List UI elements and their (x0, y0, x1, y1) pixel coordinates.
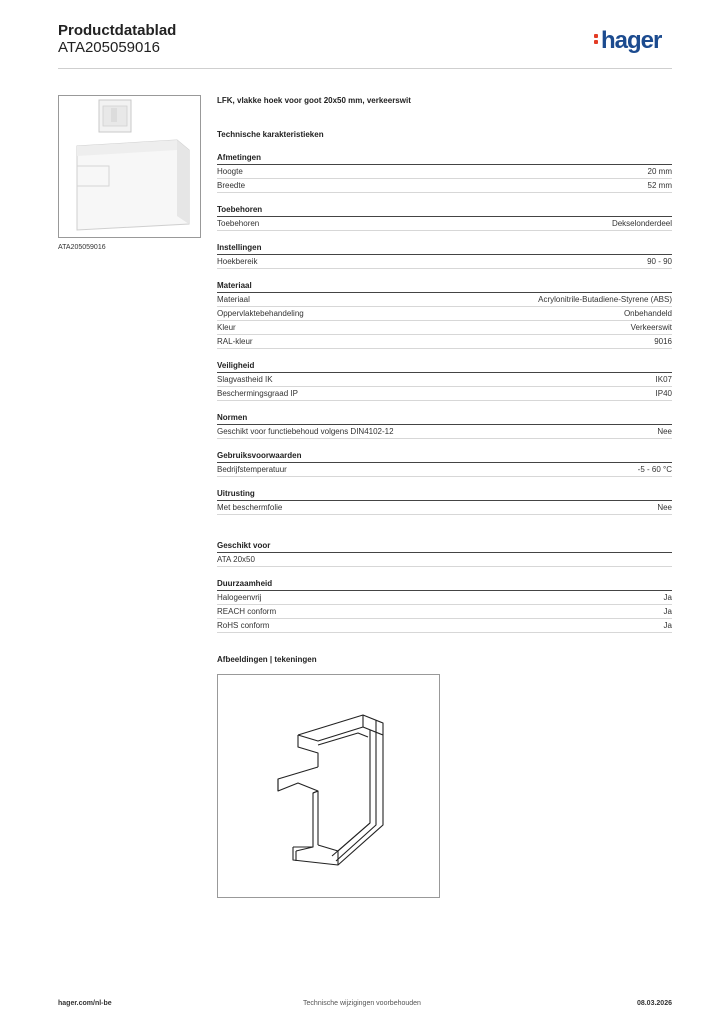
spec-label: Met beschermfolie (217, 503, 283, 512)
spec-row (217, 425, 672, 439)
group-title: Geschikt voor (217, 540, 672, 553)
spec-value: -5 - 60 °C (637, 465, 672, 474)
spec-row (217, 591, 672, 605)
spec-row (217, 179, 672, 193)
group-title: Gebruiksvoorwaarden (217, 450, 672, 463)
spec-value: Nee (657, 427, 672, 436)
product-thumbnail (58, 95, 201, 238)
group-title: Instellingen (217, 242, 672, 255)
spec-value: 9016 (654, 337, 672, 346)
group-title: Materiaal (217, 280, 672, 293)
spec-group-toebehoren (217, 204, 672, 231)
spec-label: RoHS conform (217, 621, 270, 630)
spec-label: Beschermingsgraad IP (217, 389, 298, 398)
spec-value: IP40 (655, 389, 672, 398)
sustainability-group (217, 578, 672, 633)
spec-row (217, 255, 672, 269)
spec-label: Materiaal (217, 295, 250, 304)
spec-content (217, 95, 672, 898)
spec-label: REACH conform (217, 607, 277, 616)
footer-website: hager.com/nl-be (58, 1000, 112, 1007)
document-title: Productdatablad (58, 22, 177, 39)
spec-label: Bedrijfstemperatuur (217, 465, 287, 474)
spec-label: ATA 20x50 (217, 555, 255, 564)
spec-label: Slagvastheid IK (217, 375, 273, 384)
spec-group-materiaal (217, 280, 672, 349)
product-photo-icon (59, 96, 200, 237)
spec-value: Ja (663, 593, 672, 602)
spec-value: Ja (663, 621, 672, 630)
group-title: Uitrusting (217, 488, 672, 501)
group-title: Afmetingen (217, 152, 672, 165)
spec-group-afmetingen (217, 152, 672, 193)
spec-row (217, 217, 672, 231)
images-section-title: Afbeeldingen | tekeningen (217, 655, 317, 664)
spec-label: Oppervlaktebehandeling (217, 309, 304, 318)
spec-value: Verkeerswit (630, 323, 672, 332)
spec-label: RAL-kleur (217, 337, 253, 346)
spec-row (217, 335, 672, 349)
flat-angle-drawing-icon (218, 675, 439, 897)
spec-value: Nee (657, 503, 672, 512)
spec-group-uitrusting (217, 488, 672, 515)
technical-characteristics-title: Technische karakteristieken (217, 130, 324, 139)
spec-group-gebruiksvoorwaarden (217, 450, 672, 477)
spec-label: Breedte (217, 181, 246, 190)
spec-value: Acrylonitrile-Butadiene-Styrene (ABS) (538, 295, 672, 304)
suitable-for-group (217, 540, 672, 567)
spec-value: IK07 (655, 375, 672, 384)
spec-row (217, 463, 672, 477)
product-description: LFK, vlakke hoek voor goot 20x50 mm, verkeerswit (217, 96, 411, 105)
spec-group-veiligheid (217, 360, 672, 401)
group-title: Duurzaamheid (217, 578, 672, 591)
spec-row (217, 553, 672, 567)
spec-row (217, 165, 672, 179)
spec-row (217, 293, 672, 307)
spec-label: Halogeenvrij (217, 593, 262, 602)
product-code: ATA205059016 (58, 39, 161, 56)
spec-label: Toebehoren (217, 219, 260, 228)
spec-group-normen (217, 412, 672, 439)
section-spacer (217, 515, 672, 540)
spec-group-instellingen (217, 242, 672, 269)
header-divider (58, 68, 672, 69)
footer-date: 08.03.2026 (636, 1000, 672, 1007)
spec-value: Ja (663, 607, 672, 616)
logo-text: hager (601, 27, 662, 54)
spec-label: Hoogte (217, 167, 243, 176)
spec-row (217, 605, 672, 619)
technical-drawing (217, 674, 440, 898)
spec-row (217, 373, 672, 387)
spec-label: Kleur (217, 323, 236, 332)
spec-label: Geschikt voor functiebehoud volgens DIN4102-12 (217, 427, 394, 436)
spec-value: Dekselonderdeel (611, 219, 672, 228)
spec-value: 52 mm (647, 181, 672, 190)
spec-value: 90 - 90 (647, 257, 672, 266)
spec-value: 20 mm (647, 167, 672, 176)
spec-row (217, 321, 672, 335)
spec-value: Onbehandeld (623, 309, 672, 318)
spec-row (217, 501, 672, 515)
spec-label: Hoekbereik (217, 257, 258, 266)
spec-row (217, 619, 672, 633)
thumbnail-caption: ATA205059016 (58, 244, 106, 251)
hager-logo (594, 27, 661, 55)
group-title: Normen (217, 412, 672, 425)
logo-dots-icon (594, 32, 599, 46)
footer-notice: Technische wijzigingen voorbehouden (303, 1000, 421, 1007)
group-title: Toebehoren (217, 204, 672, 217)
group-title: Veiligheid (217, 360, 672, 373)
spec-row (217, 307, 672, 321)
spec-row (217, 387, 672, 401)
